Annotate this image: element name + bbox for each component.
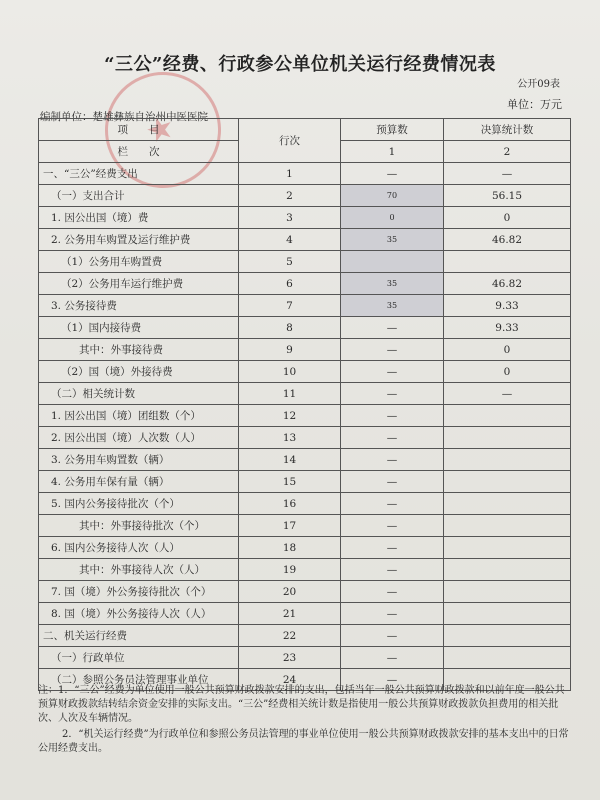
row-item: 5. 国内公务接待批次（个） [39,493,239,515]
row-budget: — [341,163,444,185]
row-number: 2 [239,185,341,207]
table-row [39,449,571,471]
row-final: 0 [444,361,571,383]
row-item: （二）相关统计数 [39,383,239,405]
header-final: 决算统计数 [444,119,571,141]
header-budget-col: 1 [341,141,444,163]
row-final: 56.15 [444,185,571,207]
row-item: （一）行政单位 [39,647,239,669]
table-row [39,471,571,493]
table-row [39,559,571,581]
header-column-label: 栏 次 [39,141,239,163]
row-final [444,251,571,273]
row-final [444,647,571,669]
row-final [444,471,571,493]
header-final-col: 2 [444,141,571,163]
row-budget: 0 [341,207,444,229]
row-number: 22 [239,625,341,647]
row-budget: — [341,537,444,559]
row-final: 0 [444,339,571,361]
row-budget: — [341,317,444,339]
row-number: 17 [239,515,341,537]
row-final [444,581,571,603]
row-budget [341,251,444,273]
row-item: （1）国内接待费 [39,317,239,339]
row-budget: — [341,625,444,647]
table-row [39,515,571,537]
row-item: 8. 国（境）外公务接待人次（人） [39,603,239,625]
row-budget: — [341,449,444,471]
table-row [39,603,571,625]
row-budget: — [341,669,444,691]
page-title: “三公”经费、行政参公单位机关运行经费情况表 [104,54,496,75]
row-final [444,449,571,471]
row-item: （一）支出合计 [39,185,239,207]
row-number: 11 [239,383,341,405]
header-row-1 [39,119,571,141]
row-final: 46.82 [444,229,571,251]
org-label: 编制单位：楚雄彝族自治州中医医院 [40,111,208,123]
row-item: （二）参照公务员法管理事业单位 [39,669,239,691]
row-number: 4 [239,229,341,251]
row-number: 20 [239,581,341,603]
row-budget: — [341,559,444,581]
row-budget: 35 [341,229,444,251]
row-number: 13 [239,427,341,449]
row-number: 18 [239,537,341,559]
row-budget: — [341,383,444,405]
row-item: 1. 因公出国（境）费 [39,207,239,229]
row-final [444,559,571,581]
row-final: — [444,383,571,405]
row-item: 二、机关运行经费 [39,625,239,647]
row-number: 3 [239,207,341,229]
row-number: 15 [239,471,341,493]
row-final: 9.33 [444,317,571,339]
row-final [444,537,571,559]
row-number: 6 [239,273,341,295]
expense-table [38,118,571,691]
row-budget: 70 [341,185,444,207]
row-final: 9.33 [444,295,571,317]
table-row [39,361,571,383]
row-final [444,427,571,449]
table-row [39,383,571,405]
table-row [39,207,571,229]
row-budget: — [341,361,444,383]
row-item: 2. 因公出国（境）人次数（人） [39,427,239,449]
table-row [39,581,571,603]
table-row [39,339,571,361]
note-2: 2．“机关运行经费”为行政单位和参照公务员法管理的事业单位使用一般公共预算财政拨款安排的基本支出中的日常公用经费支出。 [38,729,569,754]
table-row [39,647,571,669]
row-item: 一、“三公”经费支出 [39,163,239,185]
row-item: 7. 国（境）外公务接待批次（个） [39,581,239,603]
row-number: 19 [239,559,341,581]
row-final [444,515,571,537]
row-budget: — [341,647,444,669]
row-budget: — [341,493,444,515]
row-final [444,493,571,515]
row-number: 7 [239,295,341,317]
row-number: 14 [239,449,341,471]
row-number: 9 [239,339,341,361]
row-item: 1. 因公出国（境）团组数（个） [39,405,239,427]
table-row [39,625,571,647]
table-row [39,251,571,273]
table-row [39,163,571,185]
table-row [39,493,571,515]
row-number: 23 [239,647,341,669]
row-number: 5 [239,251,341,273]
row-number: 24 [239,669,341,691]
row-number: 1 [239,163,341,185]
row-number: 10 [239,361,341,383]
row-item: 3. 公务用车购置数（辆） [39,449,239,471]
row-budget: 35 [341,295,444,317]
row-number: 21 [239,603,341,625]
row-number: 12 [239,405,341,427]
row-budget: — [341,515,444,537]
row-item: 4. 公务用车保有量（辆） [39,471,239,493]
unit-label: 单位：万元 [507,98,562,111]
row-budget: — [341,405,444,427]
table-row [39,317,571,339]
table-row [39,427,571,449]
row-final: 46.82 [444,273,571,295]
table-row [39,273,571,295]
row-final: 0 [444,207,571,229]
form-code: 公开09表 [517,79,560,90]
table-row [39,405,571,427]
notes [38,684,570,756]
row-item: 其中：外事接待批次（个） [39,515,239,537]
header-item: 项 目 [39,119,239,141]
table-row [39,229,571,251]
row-final [444,603,571,625]
table-row [39,185,571,207]
row-budget: — [341,471,444,493]
header-row-no: 行次 [239,119,341,163]
table-row [39,537,571,559]
row-item: （2）公务用车运行维护费 [39,273,239,295]
row-number: 8 [239,317,341,339]
row-number: 16 [239,493,341,515]
row-item: （2）国（境）外接待费 [39,361,239,383]
row-budget: — [341,427,444,449]
row-item: 6. 国内公务接待人次（人） [39,537,239,559]
row-final [444,405,571,427]
table-row [39,295,571,317]
row-item: 2. 公务用车购置及运行维护费 [39,229,239,251]
row-item: （1）公务用车购置费 [39,251,239,273]
row-budget: — [341,581,444,603]
header-budget: 预算数 [341,119,444,141]
row-item: 3. 公务接待费 [39,295,239,317]
row-budget: — [341,603,444,625]
row-final [444,625,571,647]
note-1: 注：1．“三公”经费为单位使用一般公共预算财政拨款安排的支出，包括当年一般公共预算财政拨款和以前年度一般公共预算财政拨款结转结余资金安排的实际支出。“三公”经费相关统计数是指使用一般公共预算财政拨款负担费用的相关批次、人次及车辆情况。 [38,685,565,724]
row-item: 其中：外事接待人次（人） [39,559,239,581]
row-item: 其中：外事接待费 [39,339,239,361]
row-final: — [444,163,571,185]
row-budget: 35 [341,273,444,295]
row-budget: — [341,339,444,361]
